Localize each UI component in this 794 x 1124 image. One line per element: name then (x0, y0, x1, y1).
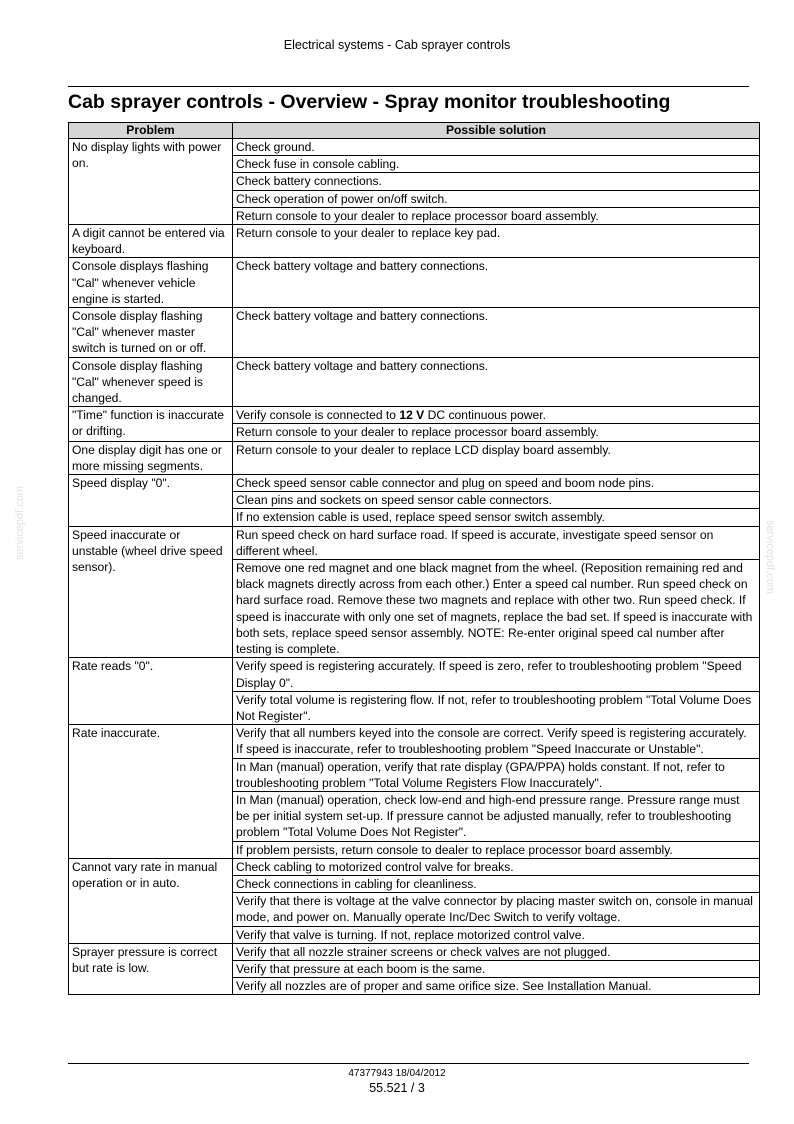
problem-cell: "Time" function is inaccurate or drifting. (69, 407, 233, 441)
table-row (69, 357, 760, 407)
table-row (69, 658, 760, 691)
problem-cell: Cannot vary rate in manual operation or in auto. (69, 858, 233, 943)
problem-cell: Rate inaccurate. (69, 725, 233, 859)
document-id: 47377943 18/04/2012 (348, 1068, 446, 1079)
table-row (69, 725, 760, 758)
solution-cell: Check connections in cabling for cleanliness. (233, 875, 760, 892)
problem-cell: Speed inaccurate or unstable (wheel drive speed sensor). (69, 526, 233, 658)
header-rule (68, 86, 749, 87)
solution-cell: Check battery voltage and battery connections. (233, 357, 760, 407)
solution-cell: Remove one red magnet and one black magnet from the wheel. (Reposition remaining red and black magnets directly across from each other.) Enter a speed cal number. Run speed check on hard surface road. Remove these two magnets and replace with other two. Run speed check. If speed is inaccurate with only one set of magnets, replace the bad set. If speed is inaccurate with both sets, replace speed sensor assembly. NOTE: Re-enter original speed cal number after testing is complete. (233, 560, 760, 658)
problem-cell: No display lights with power on. (69, 139, 233, 225)
problem-cell: A digit cannot be entered via keyboard. (69, 225, 233, 258)
solution-cell: In Man (manual) operation, check low-end and high-end pressure range. Pressure range must be per initial system set-up. If pressure cannot be adjusted manually, refer to troubleshooting problem "Total Volume Does Not Register". (233, 791, 760, 841)
problem-cell: Rate reads "0". (69, 658, 233, 725)
table-header-row (69, 123, 760, 139)
solution-cell: Return console to your dealer to replace processor board assembly. (233, 424, 760, 441)
solution-cell: Verify that valve is turning. If not, replace motorized control valve. (233, 926, 760, 943)
table-row (69, 407, 760, 424)
solution-cell: Check speed sensor cable connector and plug on speed and boom node pins. (233, 475, 760, 492)
column-header-solution: Possible solution (233, 123, 760, 139)
problem-cell: One display digit has one or more missing segments. (69, 441, 233, 474)
solution-cell: Verify that pressure at each boom is the same. (233, 960, 760, 977)
solution-cell: Return console to your dealer to replace key pad. (233, 225, 760, 258)
solution-cell: Verify that there is voltage at the valve connector by placing master switch on, console in manual mode, and power on. Manually operate Inc/Dec Switch to verify voltage. (233, 893, 760, 926)
solution-text: Verify console is connected to (236, 408, 400, 423)
solution-cell: Verify speed is registering accurately. If speed is zero, refer to troubleshooting problem "Speed Display 0". (233, 658, 760, 691)
table-row (69, 943, 760, 960)
table-row (69, 475, 760, 492)
watermark-right: servicepdf.com (764, 520, 776, 594)
table-row (69, 225, 760, 258)
solution-cell: Verify total volume is registering flow. If not, refer to troubleshooting problem "Total Volume Does Not Register". (233, 691, 760, 724)
solution-cell: If no extension cable is used, replace speed sensor switch assembly. (233, 509, 760, 526)
problem-cell: Sprayer pressure is correct but rate is low. (69, 943, 233, 995)
page-title: Cab sprayer controls - Overview - Spray monitor troubleshooting (68, 91, 671, 113)
solution-cell: Check cabling to motorized control valve for breaks. (233, 858, 760, 875)
problem-cell: Speed display "0". (69, 475, 233, 527)
solution-cell: Check ground. (233, 139, 760, 156)
troubleshooting-table (68, 122, 760, 995)
solution-cell: Check battery voltage and battery connections. (233, 308, 760, 358)
solution-cell: Check operation of power on/off switch. (233, 190, 760, 207)
solution-cell: Return console to your dealer to replace LCD display board assembly. (233, 441, 760, 474)
solution-cell: Verify all nozzles are of proper and same orifice size. See Installation Manual. (233, 978, 760, 995)
problem-cell: Console display flashing "Cal" whenever master switch is turned on or off. (69, 308, 233, 358)
solution-cell: If problem persists, return console to dealer to replace processor board assembly. (233, 841, 760, 858)
table-row (69, 526, 760, 559)
solution-emphasis: 12 V (399, 408, 425, 423)
solution-cell: Check fuse in console cabling. (233, 156, 760, 173)
solution-cell: Verify that all numbers keyed into the console are correct. Verify speed is registering accurately. If speed is inaccurate, refer to troubleshooting problem "Speed Inaccurate or Unstable". (233, 725, 760, 758)
footer-rule (68, 1063, 749, 1064)
table-row (69, 308, 760, 358)
problem-cell: Console display flashing "Cal" whenever speed is changed. (69, 357, 233, 407)
page-number: 55.521 / 3 (369, 1081, 425, 1095)
table-row (69, 858, 760, 875)
watermark-left: servicepdf.com (14, 486, 26, 560)
solution-text: DC continuous power. (424, 408, 546, 423)
solution-cell: Return console to your dealer to replace processor board assembly. (233, 207, 760, 224)
table-row (69, 139, 760, 156)
table-row (69, 441, 760, 474)
table-body (69, 139, 760, 995)
solution-cell: Verify that all nozzle strainer screens or check valves are not plugged. (233, 943, 760, 960)
solution-cell (233, 407, 760, 424)
solution-cell: Check battery voltage and battery connections. (233, 258, 760, 308)
solution-cell: Run speed check on hard surface road. If speed is accurate, investigate speed sensor on different wheel. (233, 526, 760, 559)
header-section-title: Electrical systems - Cab sprayer controls (283, 38, 511, 52)
solution-cell: In Man (manual) operation, verify that rate display (GPA/PPA) holds constant. If not, refer to troubleshooting problem "Total Volume Registers Flow Inaccurately". (233, 758, 760, 791)
table-row (69, 258, 760, 308)
column-header-problem: Problem (69, 123, 233, 139)
solution-cell: Clean pins and sockets on speed sensor cable connectors. (233, 492, 760, 509)
solution-cell: Check battery connections. (233, 173, 760, 190)
problem-cell: Console displays flashing "Cal" whenever vehicle engine is started. (69, 258, 233, 308)
